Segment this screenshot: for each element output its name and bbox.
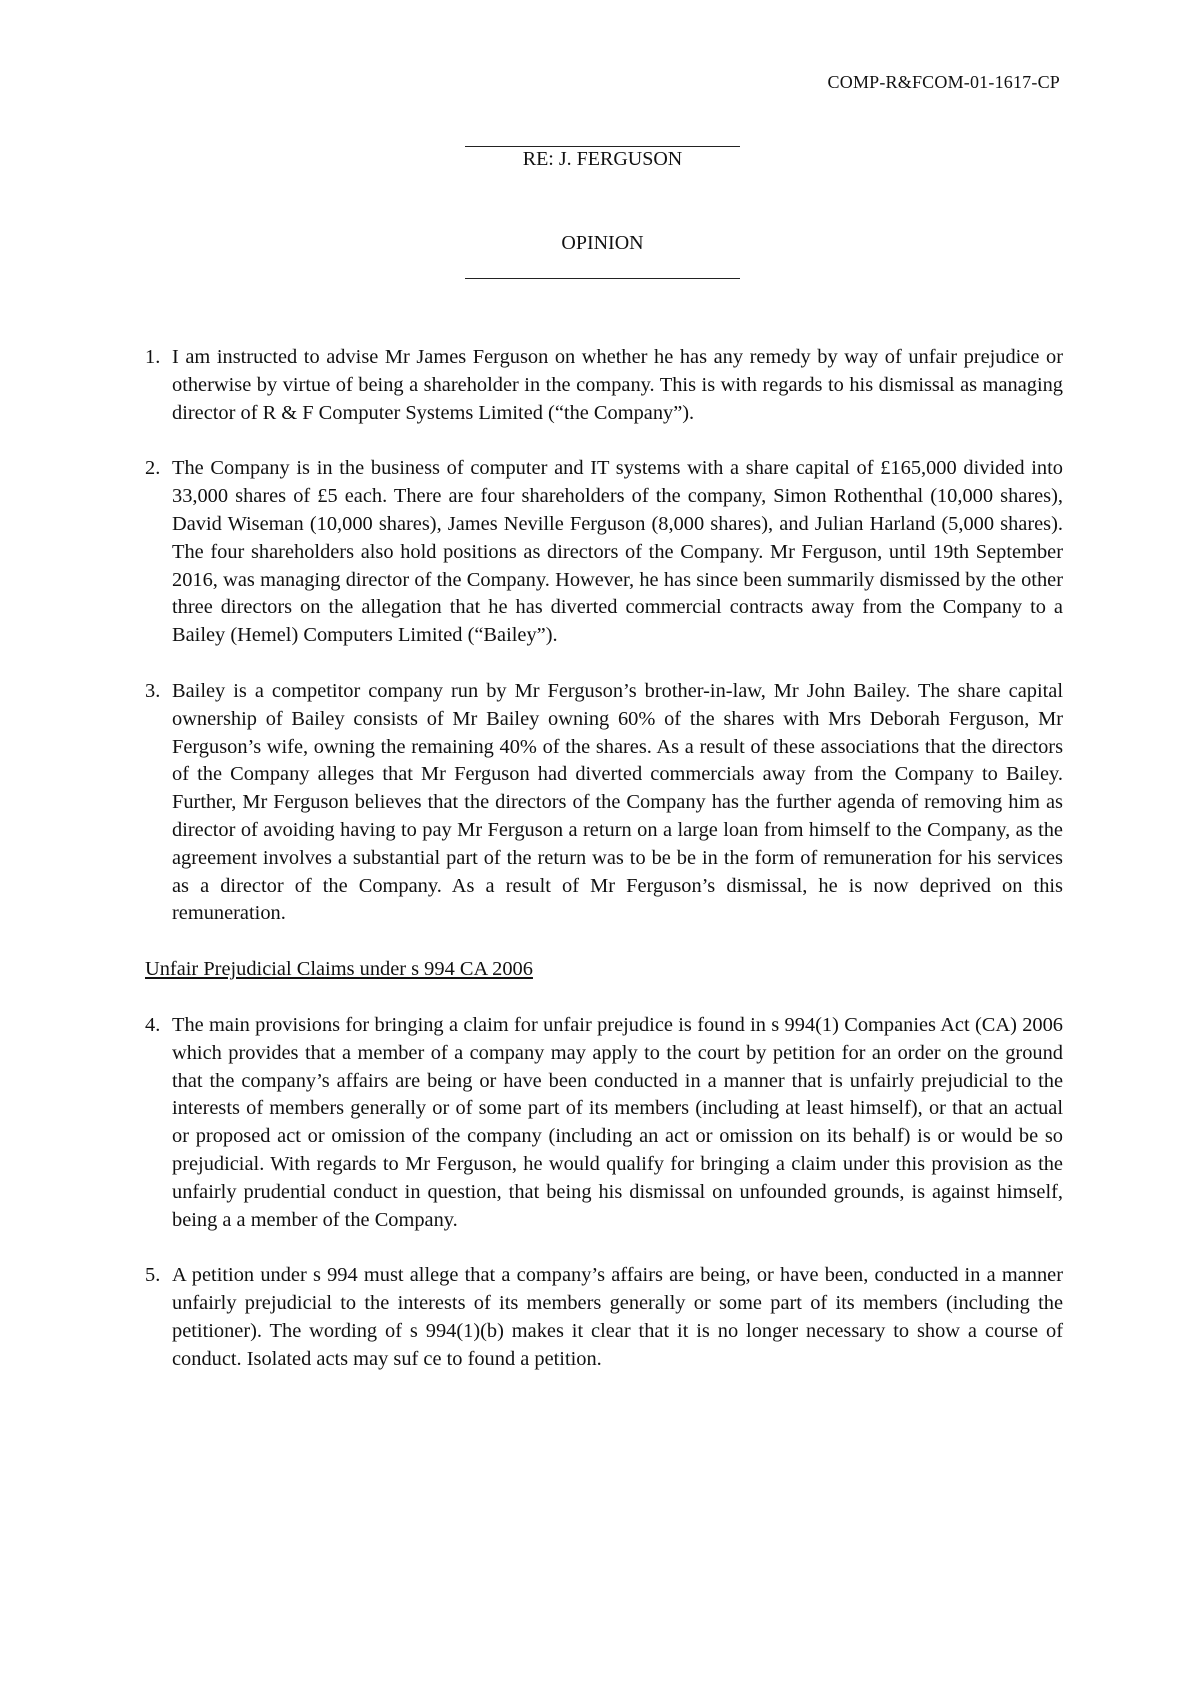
document-body: [145, 344, 1063, 1374]
paragraph-text: I am instructed to advise Mr James Ferguson on whether he has any remedy by way of unfair prejudice or otherwise by virtue of being a shareholder in the company. This is with regards to his dismissal as managing director of R & F Computer Systems Limited (“the Company”).: [172, 346, 1063, 424]
paragraph-1: [145, 344, 1063, 427]
paragraph-number: 4.: [145, 1013, 161, 1036]
paragraph-number: 1.: [145, 346, 161, 368]
document-type-heading: OPINION: [561, 232, 644, 254]
heading-rule-bottom: [465, 278, 740, 279]
heading-rule-top: [465, 146, 740, 147]
paragraph-text: Bailey is a competitor company run by Mr Ferguson’s brother-in-law, Mr John Bailey. The share capital ownership of Bailey consists of Mr Bailey owning 60% of the shares with Mrs Deborah Ferguson, Mr Ferguson’s wife, owning the remaining 40% of the shares. As a result of these associations that the directors of the Company alleges that Mr Ferguson had diverted commercials away from the Company to Bailey. Further, Mr Ferguson believes that the directors of the Company has the further agenda of removing him as director of avoiding having to pay Mr Ferguson a return on a large loan from himself to the Company, as the agreement involves a substantial part of the return was to be be in the form of remuneration for his services as a director of the Company. As a result of Mr Ferguson’s dismissal, he is now deprived on this remuneration.: [172, 679, 1063, 925]
paragraph-2: [145, 455, 1063, 650]
paragraph-text: The Company is in the business of computer and IT systems with a share capital of £165,000 divided into 33,000 shares of £5 each. There are four shareholders of the company, Simon Rothenthal (10,000 shares), David Wiseman (10,000 shares), James Neville Ferguson (8,000 shares), and Julian Harland (5,000 shares). The four shareholders also hold positions as directors of the Company. Mr Ferguson, until 19th September 2016, was managing director of the Company. However, he has since been summarily dismissed by the other three directors on the allegation that he has diverted commercial contracts away from the Company to a Bailey (Hemel) Computers Limited (“Bailey”).: [172, 457, 1063, 647]
paragraph-text: The main provisions for bringing a claim for unfair prejudice is found in s 994(1) Companies Act (CA) 2006 which provides that a member of a company may apply to the court by petition for an order on the ground that the company’s affairs are being or have been conducted in a manner that is unfairly prejudicial to the interests of members generally or of some part of its members (including at least himself), or that an actual or proposed act or omission of the company (including an act or omission on its behalf) is or would be so prejudicial. With regards to Mr Ferguson, he would qualify for bringing a claim under this provision as the unfairly prudential conduct in question, that being his dismissal on unfounded grounds, is against himself, being a a member of the Company.: [172, 1013, 1063, 1231]
paragraph-3: [145, 678, 1063, 928]
paragraph-number: 2.: [145, 457, 161, 480]
paragraph-number: 5.: [145, 1264, 161, 1287]
paragraph-number: 3.: [145, 679, 161, 702]
section-heading: Unfair Prejudicial Claims under s 994 CA 2006: [145, 958, 533, 981]
paragraph-4: [145, 1012, 1063, 1234]
re-line: RE: J. FERGUSON: [522, 148, 683, 170]
paragraph-text: A petition under s 994 must allege that a company’s affairs are being, or have been, conducted in a manner unfairly prejudicial to the interests of its members generally or some part of its members (including the petitioner). The wording of s 994(1)(b) makes it clear that it is no longer necessary to show a course of conduct. Isolated acts may suf ce to found a petition.: [172, 1264, 1063, 1370]
paragraph-5: [145, 1262, 1063, 1373]
document-reference: COMP-R&FCOM-01-1617-CP: [827, 72, 1060, 92]
